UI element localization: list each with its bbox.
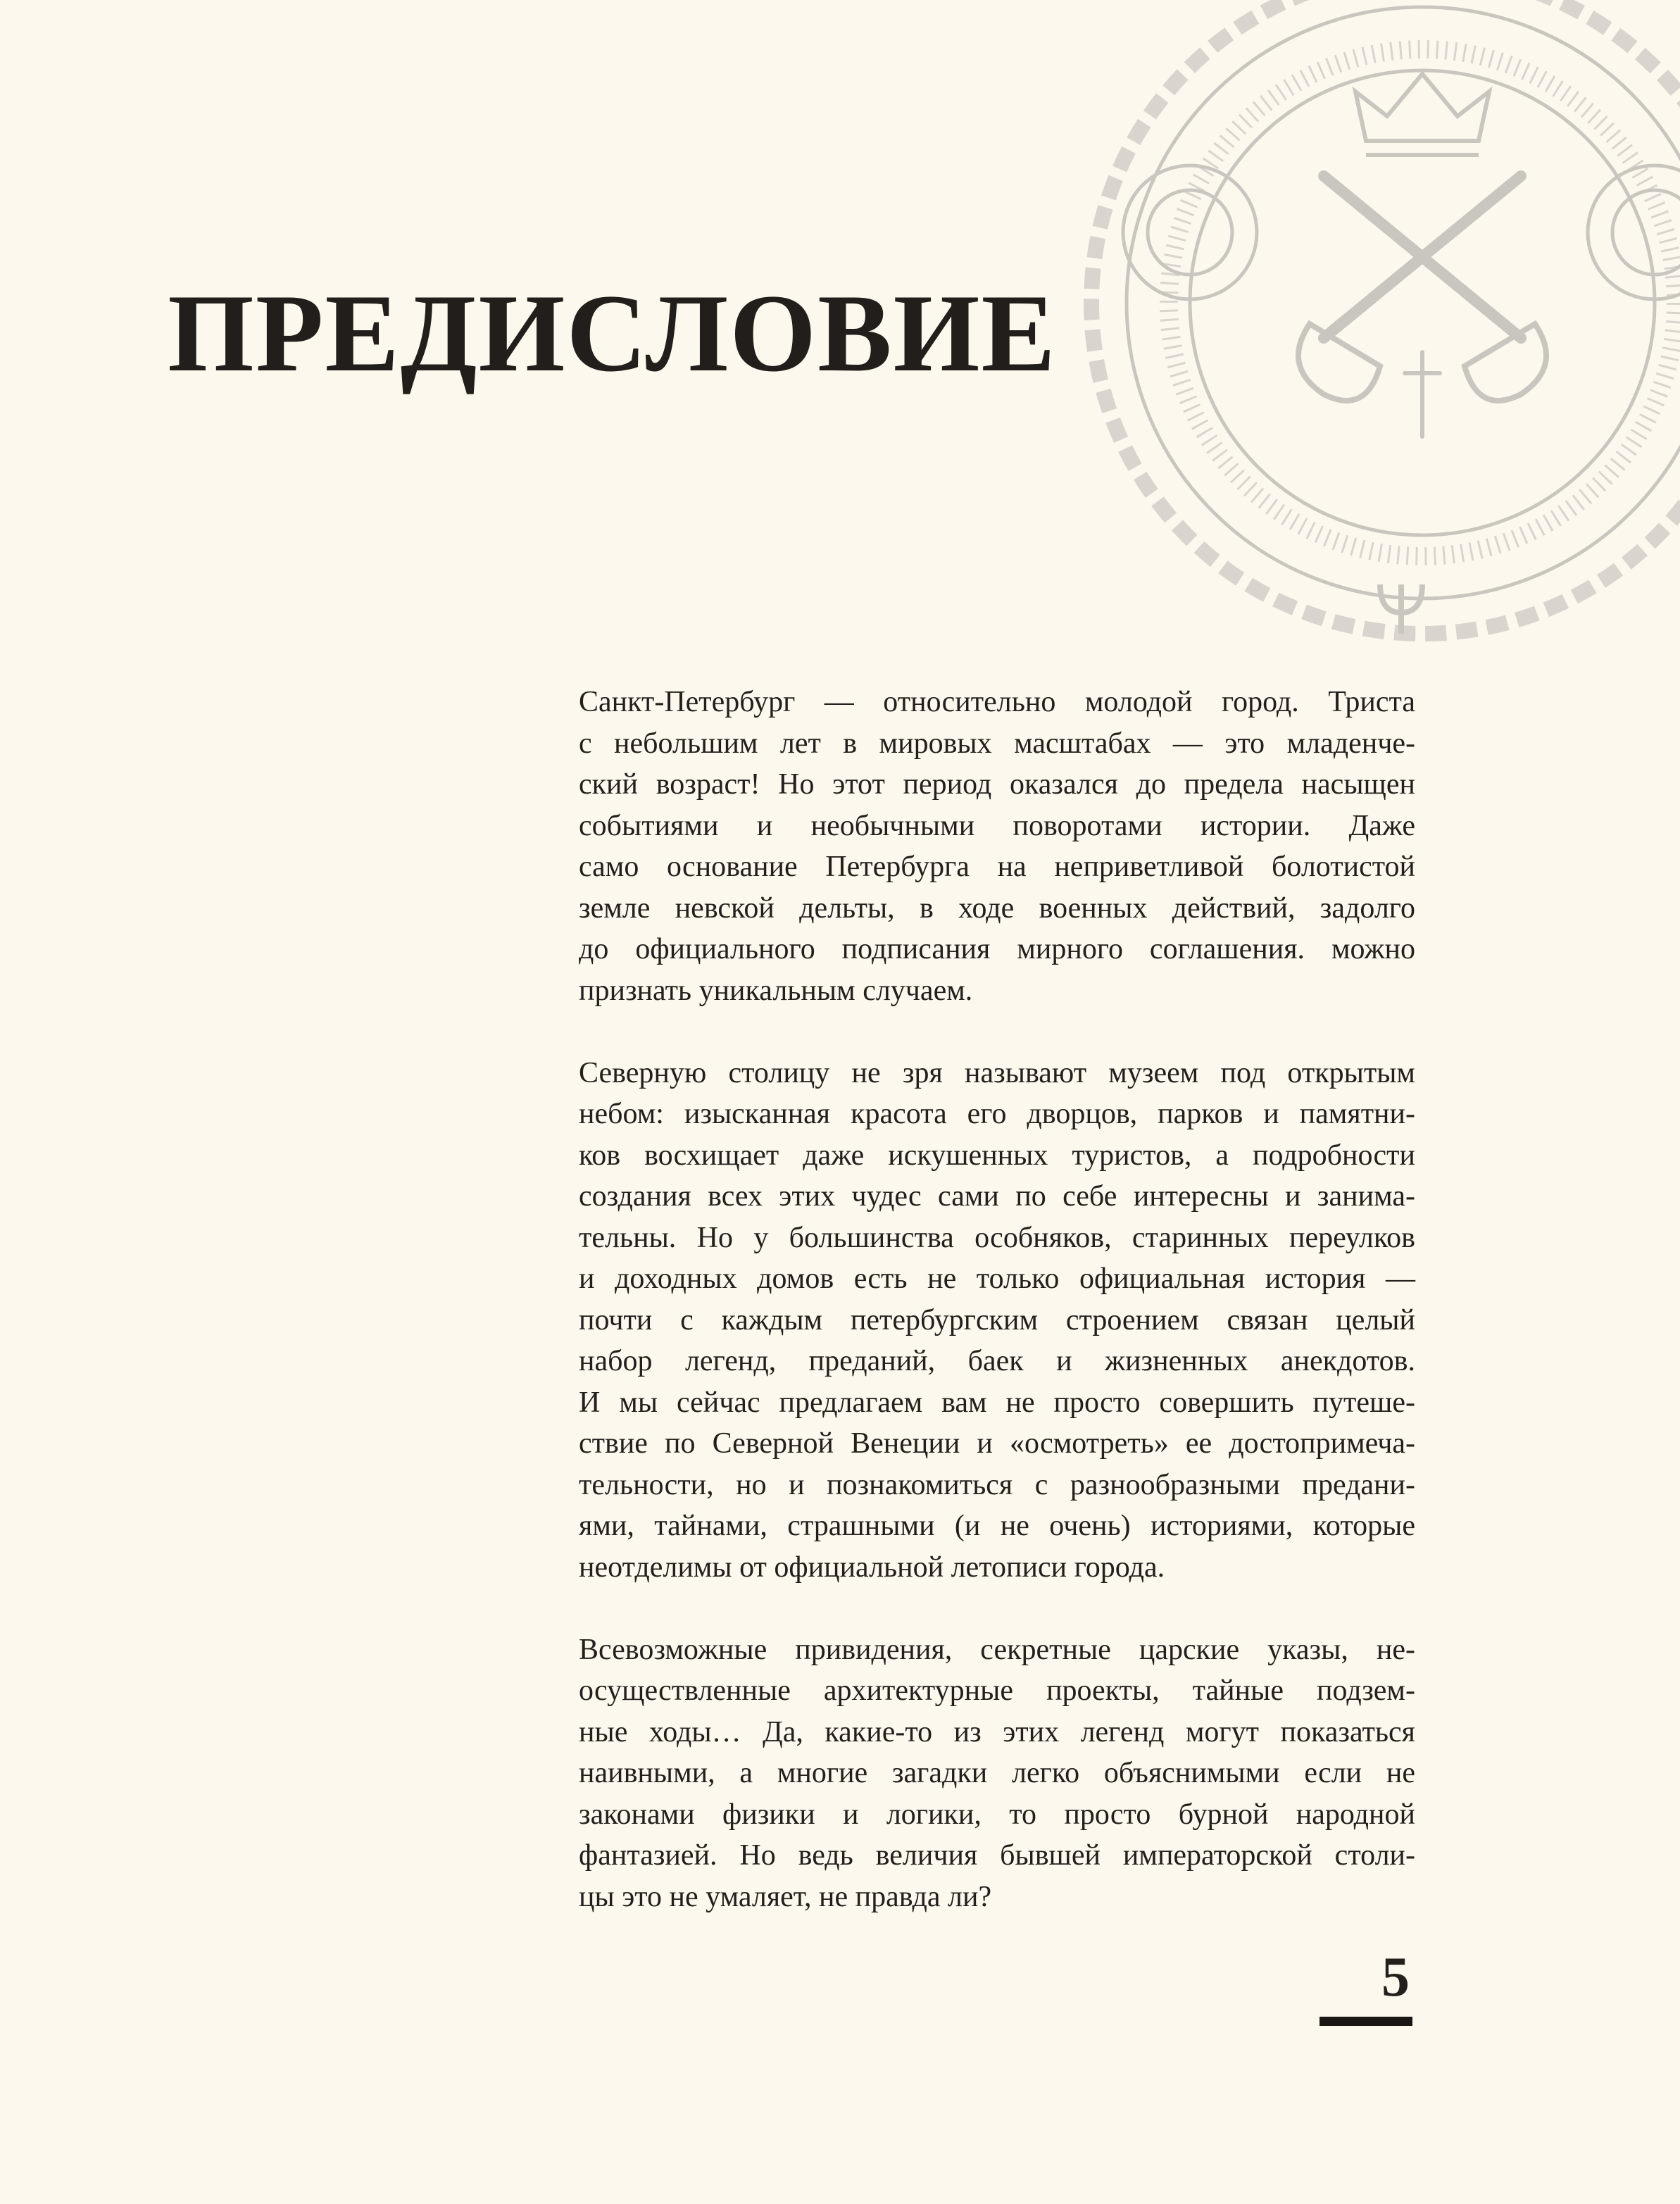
trident-icon [1380, 584, 1422, 634]
text-line: неотделимы от официальной летописи города. [579, 1551, 1165, 1584]
text-line: Северную столицу не зря называют музеем под открытым [579, 1056, 1415, 1089]
page-title: ПРЕДИСЛОВИЕ [168, 272, 1057, 395]
text-line: и доходных домов есть не только официальная история — [579, 1263, 1415, 1295]
page-number-underline [1319, 2017, 1412, 2026]
body-text [579, 682, 1415, 1959]
text-line: до официального подписания мирного соглашения. можно [579, 933, 1415, 965]
text-line: признать уникальным случаем. [579, 974, 973, 1007]
paragraph-2 [579, 1053, 1415, 1589]
text-line: законами физики и логики, то просто бурной народной [579, 1798, 1415, 1831]
text-line: ский возраст! Но этот период оказался до предела насыщен [579, 768, 1415, 801]
decorative-seal-emblem [1042, 0, 1680, 662]
crossed-keys-icon [1298, 176, 1546, 437]
text-line: тельности, но и познакомиться с разнообразными предани- [579, 1468, 1415, 1501]
text-line: небом: изысканная красота его дворцов, парков и памятни- [579, 1098, 1415, 1130]
text-line: ями, тайнами, страшными (и не очень) историями, которые [579, 1510, 1415, 1542]
text-line: событиями и необычными поворотами истории. Даже [579, 809, 1415, 842]
text-line: ствие по Северной Венеции и «осмотреть» ее достопримеча- [579, 1427, 1415, 1460]
paragraph-1 [579, 682, 1415, 1011]
text-line: само основание Петербурга на неприветливой болотистой [579, 851, 1415, 883]
text-line: осуществленные архитектурные проекты, тайные подзем- [579, 1674, 1415, 1707]
text-line: ков восхищает даже искушенных туристов, а подробности [579, 1139, 1415, 1172]
paragraph-3 [579, 1629, 1415, 1918]
text-line: цы это не умаляет, не правда ли? [579, 1880, 992, 1913]
text-line: фантазией. Но ведь величия бывшей императорской столи- [579, 1839, 1415, 1872]
text-line: набор легенд, преданий, баек и жизненных анекдотов. [579, 1345, 1415, 1377]
text-line: И мы сейчас предлагаем вам не просто совершить путеше- [579, 1386, 1415, 1419]
text-line: Санкт-Петербург — относительно молодой город. Триста [579, 686, 1415, 718]
text-line: земле невской дельты, в ходе военных действий, задолго [579, 891, 1415, 925]
text-line: почти с каждым петербургским строением связан целый [579, 1303, 1415, 1336]
page-number: 5 [1381, 1946, 1410, 2008]
crown-icon [1355, 74, 1489, 155]
text-line: создания всех этих чудес сами по себе интересны и занима- [579, 1180, 1415, 1213]
text-line: ные ходы… Да, какие-то из этих легенд могут показаться [579, 1715, 1415, 1748]
text-line: тельны. Но у большинства особняков, старинных переулков [579, 1221, 1415, 1254]
text-line: с небольшим лет в мировых масштабах — это младенче- [579, 727, 1415, 760]
text-line: Всевозможные привидения, секретные царские указы, не- [579, 1633, 1415, 1666]
text-line: наивными, а многие загадки легко объяснимыми если не [579, 1757, 1415, 1789]
